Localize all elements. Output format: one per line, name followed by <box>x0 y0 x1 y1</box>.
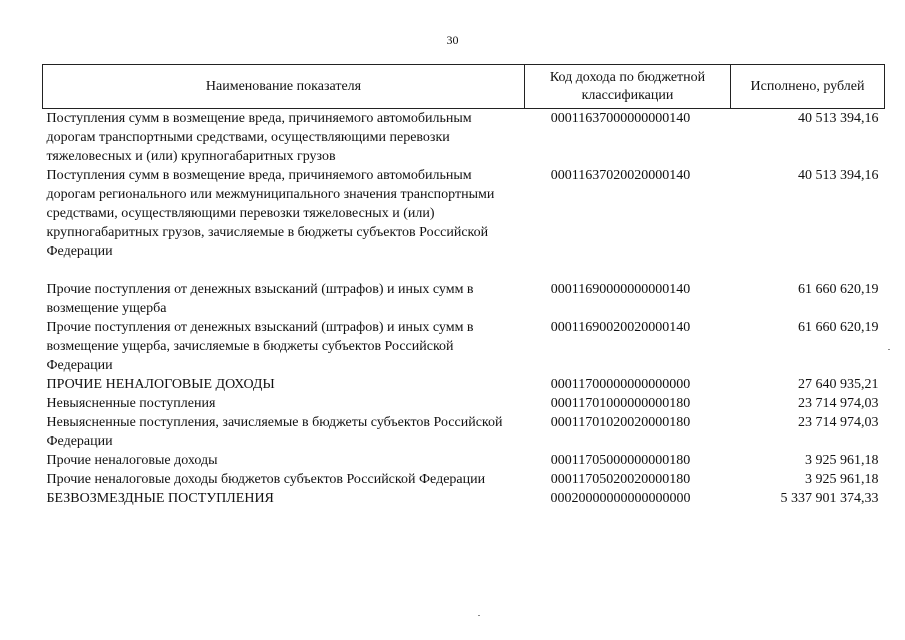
row-amount: 27 640 935,21 <box>798 377 879 392</box>
row-amount: 23 714 974,03 <box>798 396 879 411</box>
table-row <box>43 166 885 280</box>
table-row <box>43 394 885 413</box>
row-code: 00011705000000000180 <box>550 453 691 468</box>
header-name: Наименование показателя <box>43 65 525 109</box>
row-code: 00011701000000000180 <box>550 396 691 411</box>
page-number: 30 <box>446 33 459 47</box>
row-code: 00011637020020000140 <box>550 168 691 183</box>
revenue-table <box>42 64 885 508</box>
header-amount: Исполнено, рублей <box>731 65 885 109</box>
row-name: БЕЗВОЗМЕЗДНЫЕ ПОСТУПЛЕНИЯ <box>46 491 274 506</box>
row-amount: 40 513 394,16 <box>798 111 879 126</box>
row-name: ПРОЧИЕ НЕНАЛОГОВЫЕ ДОХОДЫ <box>46 377 275 392</box>
row-amount: 23 714 974,03 <box>798 415 879 430</box>
scan-speck <box>888 349 890 350</box>
row-name: Прочие неналоговые доходы бюджетов субъектов Российской Федерации <box>46 472 486 487</box>
table-row <box>43 318 885 375</box>
row-name: Невыясненные поступления <box>46 396 216 411</box>
row-code: 00011690020020000140 <box>550 320 691 335</box>
header-code: Код дохода по бюджетной классификации <box>525 65 731 109</box>
row-name: Невыясненные поступления, зачисляемые в бюджеты субъектов Российской Федерации <box>46 415 503 449</box>
row-code: 00011701020020000180 <box>550 415 691 430</box>
table-row <box>43 109 885 167</box>
table-header <box>43 65 885 109</box>
row-code: 00011705020020000180 <box>550 472 691 487</box>
row-amount: 61 660 620,19 <box>798 320 879 335</box>
table-row <box>43 413 885 451</box>
row-amount: 3 925 961,18 <box>805 453 879 468</box>
table-row <box>43 280 885 318</box>
row-amount: 40 513 394,16 <box>798 168 879 183</box>
row-name: Прочие неналоговые доходы <box>46 453 218 468</box>
row-amount: 5 337 901 374,33 <box>780 491 879 506</box>
scan-speck <box>478 615 480 616</box>
row-name: Прочие поступления от денежных взысканий (штрафов) и иных сумм в возмещение ущерба <box>46 282 474 316</box>
row-amount: 3 925 961,18 <box>805 472 879 487</box>
row-name: Прочие поступления от денежных взысканий (штрафов) и иных сумм в возмещение ущерба, зачисляемые в бюджеты субъектов Российской Федерации <box>46 320 474 373</box>
table-row <box>43 451 885 470</box>
row-code: 00011637000000000140 <box>550 111 691 126</box>
row-name: Поступления сумм в возмещение вреда, причиняемого автомобильным дорогам транспортными средствами, осуществляющими перевозки тяжеловесных и (или) крупногабаритных грузов <box>46 111 472 164</box>
table-row <box>43 375 885 394</box>
row-code: 00011690000000000140 <box>550 282 691 297</box>
row-code: 00011700000000000000 <box>550 377 691 392</box>
row-name: Поступления сумм в возмещение вреда, причиняемого автомобильным дорогам регионального или межмуниципального значения транспортными средствами, осуществляющими перевозки тяжеловесных и (или) крупногабаритных грузов, зачисляемые в бюджеты субъектов Российской Федерации <box>46 168 495 259</box>
row-code: 00020000000000000000 <box>550 491 691 506</box>
table-row <box>43 470 885 489</box>
table-row <box>43 489 885 508</box>
row-amount: 61 660 620,19 <box>798 282 879 297</box>
